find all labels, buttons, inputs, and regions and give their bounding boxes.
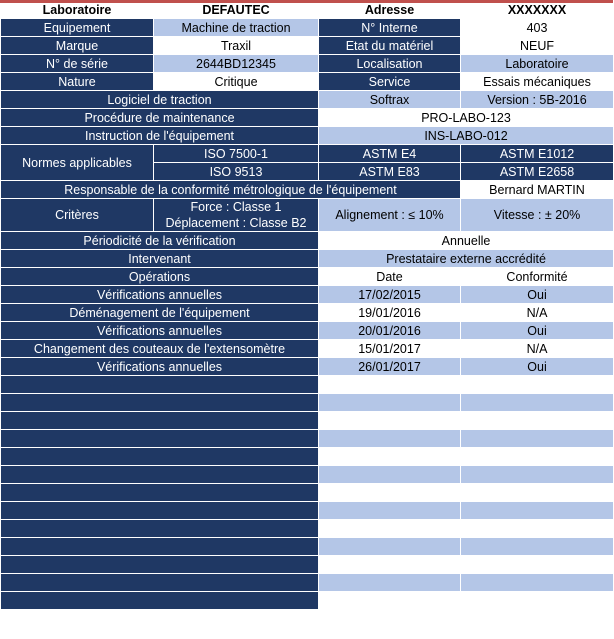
conformite-cell[interactable] <box>461 466 614 484</box>
table-row <box>1 340 614 358</box>
conformite-cell[interactable] <box>461 520 614 538</box>
logiciel-value[interactable]: Softrax <box>319 91 461 109</box>
logiciel-label: Logiciel de traction <box>1 91 319 109</box>
conformite-cell[interactable]: N/A <box>461 304 614 322</box>
etat-label: Etat du matériel <box>319 37 461 55</box>
instruction-label: Instruction de l'équipement <box>1 127 319 145</box>
operation-cell[interactable]: Changement des couteaux de l'extensomètre <box>1 340 319 358</box>
empty-row <box>1 376 614 394</box>
empty-row <box>1 484 614 502</box>
operation-cell[interactable] <box>1 592 319 610</box>
table-row <box>1 322 614 340</box>
periodicite-row <box>1 232 614 250</box>
operation-cell[interactable] <box>1 466 319 484</box>
criteres-label: Critères <box>1 199 154 232</box>
date-cell[interactable] <box>319 412 461 430</box>
intervenant-row <box>1 250 614 268</box>
date-cell[interactable] <box>319 502 461 520</box>
date-cell[interactable]: 15/01/2017 <box>319 340 461 358</box>
service-label: Service <box>319 73 461 91</box>
conformite-cell[interactable] <box>461 448 614 466</box>
operation-cell[interactable]: Déménagement de l'équipement <box>1 304 319 322</box>
operation-cell[interactable] <box>1 430 319 448</box>
normes-row-1 <box>1 145 614 163</box>
date-cell[interactable] <box>319 574 461 592</box>
norme-cell[interactable]: ASTM E2658 <box>461 163 614 181</box>
operation-cell[interactable] <box>1 484 319 502</box>
top-accent-bar <box>0 0 613 3</box>
intervenant-value[interactable]: Prestataire externe accrédité <box>319 250 614 268</box>
empty-row <box>1 448 614 466</box>
conformite-cell[interactable] <box>461 502 614 520</box>
conformite-cell[interactable] <box>461 556 614 574</box>
date-cell[interactable] <box>319 520 461 538</box>
date-cell[interactable] <box>319 448 461 466</box>
criteres-force-deplacement[interactable] <box>154 199 319 232</box>
intervenant-label: Intervenant <box>1 250 319 268</box>
logiciel-row <box>1 91 614 109</box>
date-cell[interactable]: 20/01/2016 <box>319 322 461 340</box>
marque-label: Marque <box>1 37 154 55</box>
norme-cell[interactable]: ISO 9513 <box>154 163 319 181</box>
conformite-cell[interactable]: N/A <box>461 340 614 358</box>
conformite-cell[interactable] <box>461 484 614 502</box>
etat-value[interactable]: NEUF <box>461 37 614 55</box>
serie-row <box>1 55 614 73</box>
norme-cell[interactable]: ASTM E4 <box>319 145 461 163</box>
critere-vitesse[interactable]: Vitesse : ± 20% <box>461 199 614 232</box>
conformite-cell[interactable] <box>461 412 614 430</box>
empty-row <box>1 592 614 610</box>
responsable-row <box>1 181 614 199</box>
nature-label: Nature <box>1 73 154 91</box>
conformite-cell[interactable]: Oui <box>461 286 614 304</box>
date-cell[interactable]: 26/01/2017 <box>319 358 461 376</box>
adresse-value[interactable]: XXXXXXX <box>461 1 614 19</box>
empty-row <box>1 538 614 556</box>
date-cell[interactable] <box>319 466 461 484</box>
conformite-cell[interactable] <box>461 394 614 412</box>
norme-cell[interactable]: ISO 7500-1 <box>154 145 319 163</box>
conformite-cell[interactable]: Oui <box>461 322 614 340</box>
version-value[interactable]: Version : 5B-2016 <box>461 91 614 109</box>
conformite-cell[interactable] <box>461 592 614 610</box>
localisation-label: Localisation <box>319 55 461 73</box>
serie-label: N° de série <box>1 55 154 73</box>
table-row <box>1 286 614 304</box>
operation-cell[interactable]: Vérifications annuelles <box>1 358 319 376</box>
empty-row <box>1 556 614 574</box>
equipement-row <box>1 19 614 37</box>
responsable-value[interactable]: Bernard MARTIN <box>461 181 614 199</box>
serie-value[interactable]: 2644BD12345 <box>154 55 319 73</box>
equipement-value[interactable]: Machine de traction <box>154 19 319 37</box>
service-value[interactable]: Essais mécaniques <box>461 73 614 91</box>
laboratoire-value[interactable]: DEFAUTEC <box>154 1 319 19</box>
marque-value[interactable]: Traxil <box>154 37 319 55</box>
conformite-cell[interactable] <box>461 538 614 556</box>
table-row <box>1 358 614 376</box>
header-row <box>1 1 614 19</box>
periodicite-value[interactable]: Annuelle <box>319 232 614 250</box>
criteres-row <box>1 199 614 232</box>
nature-value[interactable]: Critique <box>154 73 319 91</box>
date-cell[interactable] <box>319 394 461 412</box>
equipement-label: Equipement <box>1 19 154 37</box>
table-row <box>1 304 614 322</box>
empty-rows <box>1 376 614 610</box>
date-header: Date <box>319 268 461 286</box>
operation-cell[interactable] <box>1 412 319 430</box>
conformite-cell[interactable]: Oui <box>461 358 614 376</box>
instruction-row <box>1 127 614 145</box>
adresse-label: Adresse <box>319 1 461 19</box>
laboratoire-label: Laboratoire <box>1 1 154 19</box>
operation-cell[interactable] <box>1 574 319 592</box>
instruction-value[interactable]: INS-LABO-012 <box>319 127 614 145</box>
conformite-cell[interactable] <box>461 574 614 592</box>
operation-cell[interactable] <box>1 502 319 520</box>
norme-cell[interactable]: ASTM E1012 <box>461 145 614 163</box>
empty-row <box>1 502 614 520</box>
conformite-cell[interactable] <box>461 376 614 394</box>
conformite-header: Conformité <box>461 268 614 286</box>
date-cell[interactable] <box>319 592 461 610</box>
procedure-value[interactable]: PRO-LABO-123 <box>319 109 614 127</box>
norme-cell[interactable]: ASTM E83 <box>319 163 461 181</box>
empty-row <box>1 520 614 538</box>
n-interne-label: N° Interne <box>319 19 461 37</box>
date-cell[interactable] <box>319 538 461 556</box>
date-cell[interactable]: 17/02/2015 <box>319 286 461 304</box>
operation-cell[interactable] <box>1 556 319 574</box>
normes-label: Normes applicables <box>1 145 154 181</box>
empty-row <box>1 430 614 448</box>
n-interne-value[interactable]: 403 <box>461 19 614 37</box>
operation-cell[interactable]: Vérifications annuelles <box>1 286 319 304</box>
empty-row <box>1 412 614 430</box>
operation-cell[interactable] <box>1 538 319 556</box>
date-cell[interactable]: 19/01/2016 <box>319 304 461 322</box>
localisation-value[interactable]: Laboratoire <box>461 55 614 73</box>
operation-cell[interactable]: Vérifications annuelles <box>1 322 319 340</box>
date-cell[interactable] <box>319 376 461 394</box>
empty-row <box>1 394 614 412</box>
date-cell[interactable] <box>319 430 461 448</box>
date-cell[interactable] <box>319 484 461 502</box>
operation-cell[interactable] <box>1 520 319 538</box>
operations-header: Opérations <box>1 268 319 286</box>
procedure-label: Procédure de maintenance <box>1 109 319 127</box>
operation-cell[interactable] <box>1 376 319 394</box>
conformite-cell[interactable] <box>461 430 614 448</box>
procedure-row <box>1 109 614 127</box>
responsable-label: Responsable de la conformité métrologique de l'équipement <box>1 181 461 199</box>
date-cell[interactable] <box>319 556 461 574</box>
empty-row <box>1 466 614 484</box>
nature-row <box>1 73 614 91</box>
critere-force: Force : Classe 1 <box>190 200 282 214</box>
periodicite-label: Périodicité de la vérification <box>1 232 319 250</box>
empty-row <box>1 574 614 592</box>
operation-cell[interactable] <box>1 448 319 466</box>
critere-deplacement: Déplacement : Classe B2 <box>165 216 307 230</box>
operation-cell[interactable] <box>1 394 319 412</box>
marque-row <box>1 37 614 55</box>
critere-alignement[interactable]: Alignement : ≤ 10% <box>319 199 461 232</box>
operations-header-row <box>1 268 614 286</box>
